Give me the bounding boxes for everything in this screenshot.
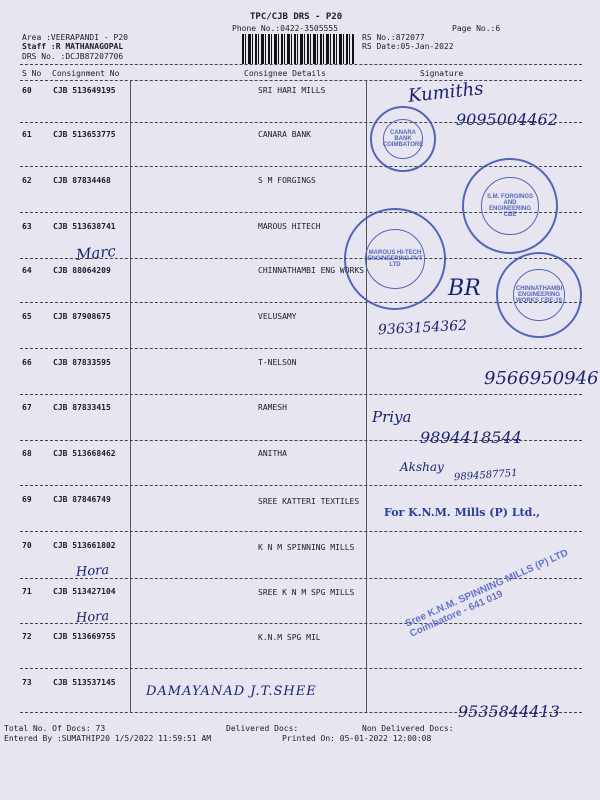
phone-row-67: 9894418544	[420, 428, 522, 447]
row-sno: 62	[22, 176, 32, 185]
col-consignee: Consignee Details	[244, 69, 326, 78]
knm-spinning-stamp: Sree K.N.M. SPINNING MILLS (P) LTD Coimbatore - 641 019	[403, 547, 570, 640]
row-sno: 70	[22, 541, 32, 550]
staff-label: Staff :R MATHANAGOPAL	[22, 42, 124, 51]
initials-row-63: Marc	[75, 241, 117, 265]
phone-number: Phone No.:0422-3505555	[232, 24, 338, 33]
row-consignee: RAMESH	[258, 403, 287, 412]
signature-row-68: Akshay	[400, 460, 444, 474]
row-sno: 65	[22, 312, 32, 321]
entered-by: Entered By :SUMATHIP20 1/5/2022 11:59:51 AM	[4, 734, 212, 743]
phone-row-73: 9535844413	[458, 702, 560, 721]
col-sno: S No	[22, 69, 42, 78]
row-consignment-no: CJB 513537145	[53, 678, 116, 687]
marous-stamp: MAROUS HI-TECH ENGINEERING PVT LTD	[344, 208, 446, 310]
column-divider	[366, 80, 367, 712]
header-rule-top	[20, 64, 582, 65]
row-consignee: T-NELSON	[258, 358, 297, 367]
initials-row-71: Hora	[75, 608, 110, 627]
total-docs: Total No. Of Docs: 73	[4, 724, 106, 733]
row-consignment-no: CJB 513661802	[53, 541, 116, 550]
col-signature: Signature	[420, 69, 464, 78]
printed-on: Printed On: 05-01-2022 12:00:08	[282, 734, 432, 743]
row-consignment-no: CJB 513638741	[53, 222, 116, 231]
row-sno: 66	[22, 358, 32, 367]
rs-date: RS Date:05-Jan-2022	[362, 42, 454, 51]
phone-row-66: 9566950946	[484, 368, 599, 389]
signature-row-67: Priya	[372, 408, 412, 426]
row-consignment-no: CJB 87908675	[53, 312, 111, 321]
row-consignee: ANITHA	[258, 449, 287, 458]
row-sno: 73	[22, 678, 32, 687]
row-consignment-no: CJB 87833595	[53, 358, 111, 367]
canara-bank-stamp: CANARA BANK COIMBATORE	[370, 106, 436, 172]
row-consignment-no: CJB 513669755	[53, 632, 116, 641]
phone-row-60: 9095004462	[456, 110, 558, 129]
row-consignee: K.N.M SPG MIL	[258, 633, 321, 642]
forgings-stamp: S.M. FORGINGS AND ENGINEERING CBE	[462, 158, 558, 254]
row-sno: 71	[22, 587, 32, 596]
row-consignment-no: CJB 513653775	[53, 130, 116, 139]
signature-row-60: Kumiths	[407, 78, 485, 107]
row-sno: 60	[22, 86, 32, 95]
row-consignment-no: CJB 87833415	[53, 403, 111, 412]
row-separator	[20, 531, 582, 532]
row-sno: 72	[22, 632, 32, 641]
row-consignment-no: CJB 513427104	[53, 587, 116, 596]
drs-number: DRS No. :DCJB87207706	[22, 52, 124, 61]
signature-row-73: DAMAYANAD J.T.SHEE	[146, 684, 317, 699]
column-divider	[130, 80, 131, 712]
row-separator	[20, 394, 582, 395]
row-sno: 69	[22, 495, 32, 504]
row-consignee: SRI HARI MILLS	[258, 86, 326, 95]
row-consignee: VELUSAMY	[258, 312, 297, 321]
row-consignment-no: CJB 88064209	[53, 266, 111, 275]
row-consignee: CANARA BANK	[258, 130, 311, 139]
phone-row-68: 9894587751	[453, 467, 518, 484]
non-delivered-docs: Non Delivered Docs:	[362, 724, 454, 733]
area-label: Area :VEERAPANDI - P20	[22, 33, 128, 42]
chinnathambi-stamp: CHINNATHAMBI ENGINEERING WORKS CBE-19	[496, 252, 582, 338]
document-title: TPC/CJB DRS - P20	[250, 12, 343, 22]
row-sno: 67	[22, 403, 32, 412]
row-consignee: MAROUS HITECH	[258, 222, 321, 231]
rs-number: RS No.:872077	[362, 33, 425, 42]
row-sno: 68	[22, 449, 32, 458]
col-consignment: Consignment No	[52, 69, 120, 78]
row-separator	[20, 485, 582, 486]
row-consignment-no: CJB 87846749	[53, 495, 111, 504]
phone-row-65: 9363154362	[377, 317, 468, 339]
row-sno: 61	[22, 130, 32, 139]
row-separator	[20, 348, 582, 349]
page-number: Page No.:6	[452, 24, 501, 33]
delivered-docs: Delivered Docs:	[226, 724, 299, 733]
knm-company-seal: For K.N.M. Mills (P) Ltd.,	[384, 506, 540, 519]
row-sno: 64	[22, 266, 32, 275]
row-consignee: SREE K N M SPG MILLS	[258, 588, 355, 597]
header-rule-bottom	[20, 80, 582, 81]
row-sno: 63	[22, 222, 32, 231]
row-consignee: SREE KATTERI TEXTILES	[258, 497, 360, 506]
initials-row-70: Hora	[75, 562, 110, 581]
row-consignee: K N M SPINNING MILLS	[258, 543, 355, 552]
signature-row-64: BR	[448, 276, 481, 301]
row-consignee: CHINNATHAMBI ENG WORKS	[258, 266, 364, 275]
barcode	[242, 34, 354, 64]
row-consignment-no: CJB 513668462	[53, 449, 116, 458]
row-consignment-no: CJB 87834468	[53, 176, 111, 185]
row-separator	[20, 668, 582, 669]
row-consignee: S M FORGINGS	[258, 176, 316, 185]
row-consignment-no: CJB 513649195	[53, 86, 116, 95]
